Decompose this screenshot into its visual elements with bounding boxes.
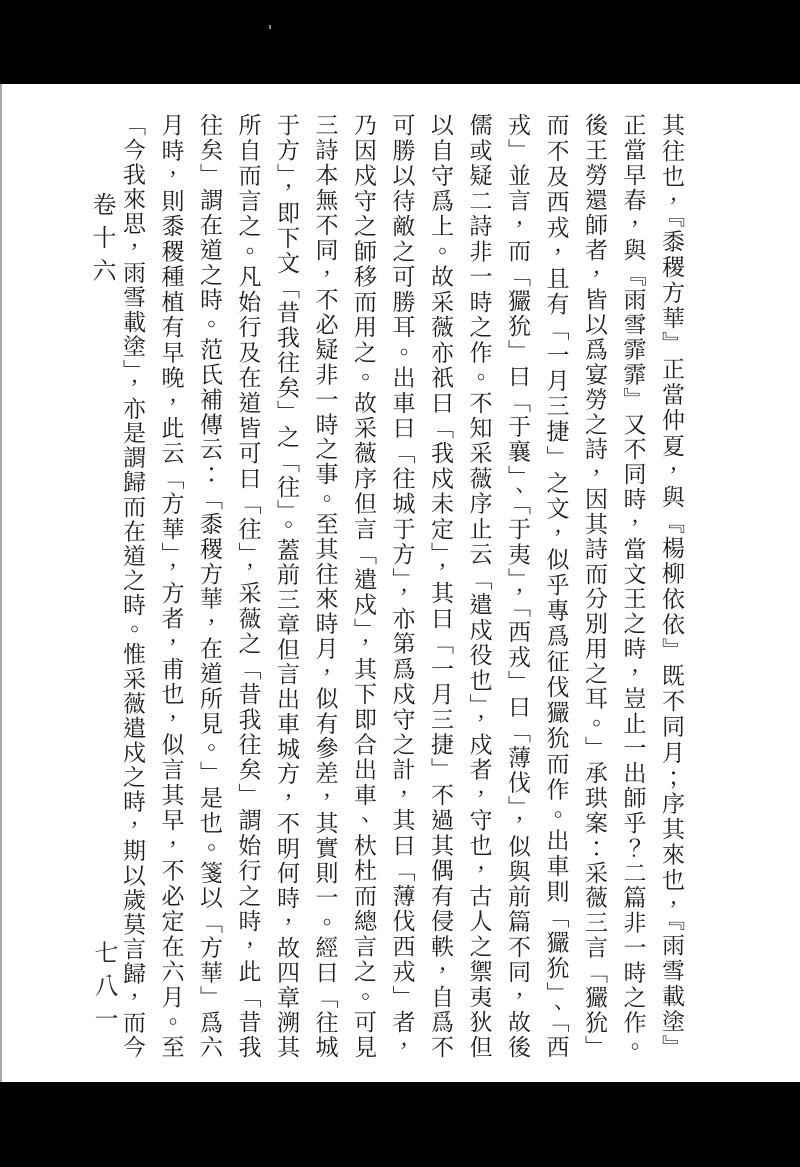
scan-dust-speck	[269, 25, 271, 29]
text-column-2: 正當早春，與『雨雪霏霏』又不同時，當文王之時，豈止一出師乎？二篇非一時之作。	[620, 113, 646, 1058]
text-column-3: 後王勞還師者，皆以爲宴勞之詩，因其詩而分別用之耳。」承珙案：采薇三言「玁狁」	[582, 113, 607, 1058]
text-column-8: 可勝以待敵之可勝耳。出車曰「往城于方」，亦第爲戍守之計，其曰「薄伐西戎」者，	[389, 113, 415, 1058]
text-column-6: 儒或疑二詩非一時之作。不知采薇序止云「遣戍役也」，戍者，守也，古人之禦夷狄但	[466, 113, 492, 1058]
bottom-matte-band	[0, 1082, 800, 1167]
volume-label: 卷十六	[88, 192, 114, 291]
top-matte-band	[0, 0, 800, 84]
text-column-14: 月時，則黍稷種植有早晚，此云「方華」，方者，甫也，似言其早，不必定在六月。至	[158, 113, 184, 1058]
text-column-12: 所自而言之。凡始行及在道皆可曰「往」，采薇之「昔我往矣」謂始行之時，此「昔我	[235, 113, 261, 1058]
text-column-7: 以自守爲上。故采薇亦祇曰「我戍未定」，其曰「一月三捷」不過其偶有侵軼，自爲不	[428, 113, 453, 1058]
text-column-4: 而不及西戎，且有「一月三捷」之文，似乎專爲征伐玁狁而作。出車則「玁狁」、「西	[543, 113, 569, 1058]
text-column-9: 乃因戍守之師移而用之。故采薇序但言「遣戍」，其下即合出車、杕杜而總言之。可見	[351, 113, 376, 1058]
text-column-10: 三詩本無不同，不必疑非一時之事。至其往來時月，似有參差，其實則一。經曰「往城	[312, 113, 338, 1058]
text-column-13: 往矣」謂在道之時。范氏補傳云：「黍稷方華，在道所見。」是也。箋以「方華」爲六	[197, 113, 222, 1058]
page-number: 七八一	[90, 940, 116, 1039]
text-column-11: 于方」，即下文「昔我往矣」之「往」。蓋前三章但言出車城方，不明何時，故四章溯其	[274, 113, 299, 1058]
main-text-block	[113, 113, 691, 1058]
text-column-15: 「今我來思，雨雪載塗」，亦是謂歸而在道之時。惟采薇遣戍之時，期以歲莫言歸，而今	[120, 113, 145, 1058]
text-column-1: 其往也，『黍稷方華』正當仲夏，與『楊柳依依』既不同月；序其來也，『雨雪載塗』	[659, 113, 684, 1058]
scan-edge-line	[0, 84, 2, 1082]
text-column-5: 戎」並言，而「玁狁」曰「于襄」、「于夷」，「西戎」曰「薄伐」，似與前篇不同，故後	[505, 113, 530, 1058]
